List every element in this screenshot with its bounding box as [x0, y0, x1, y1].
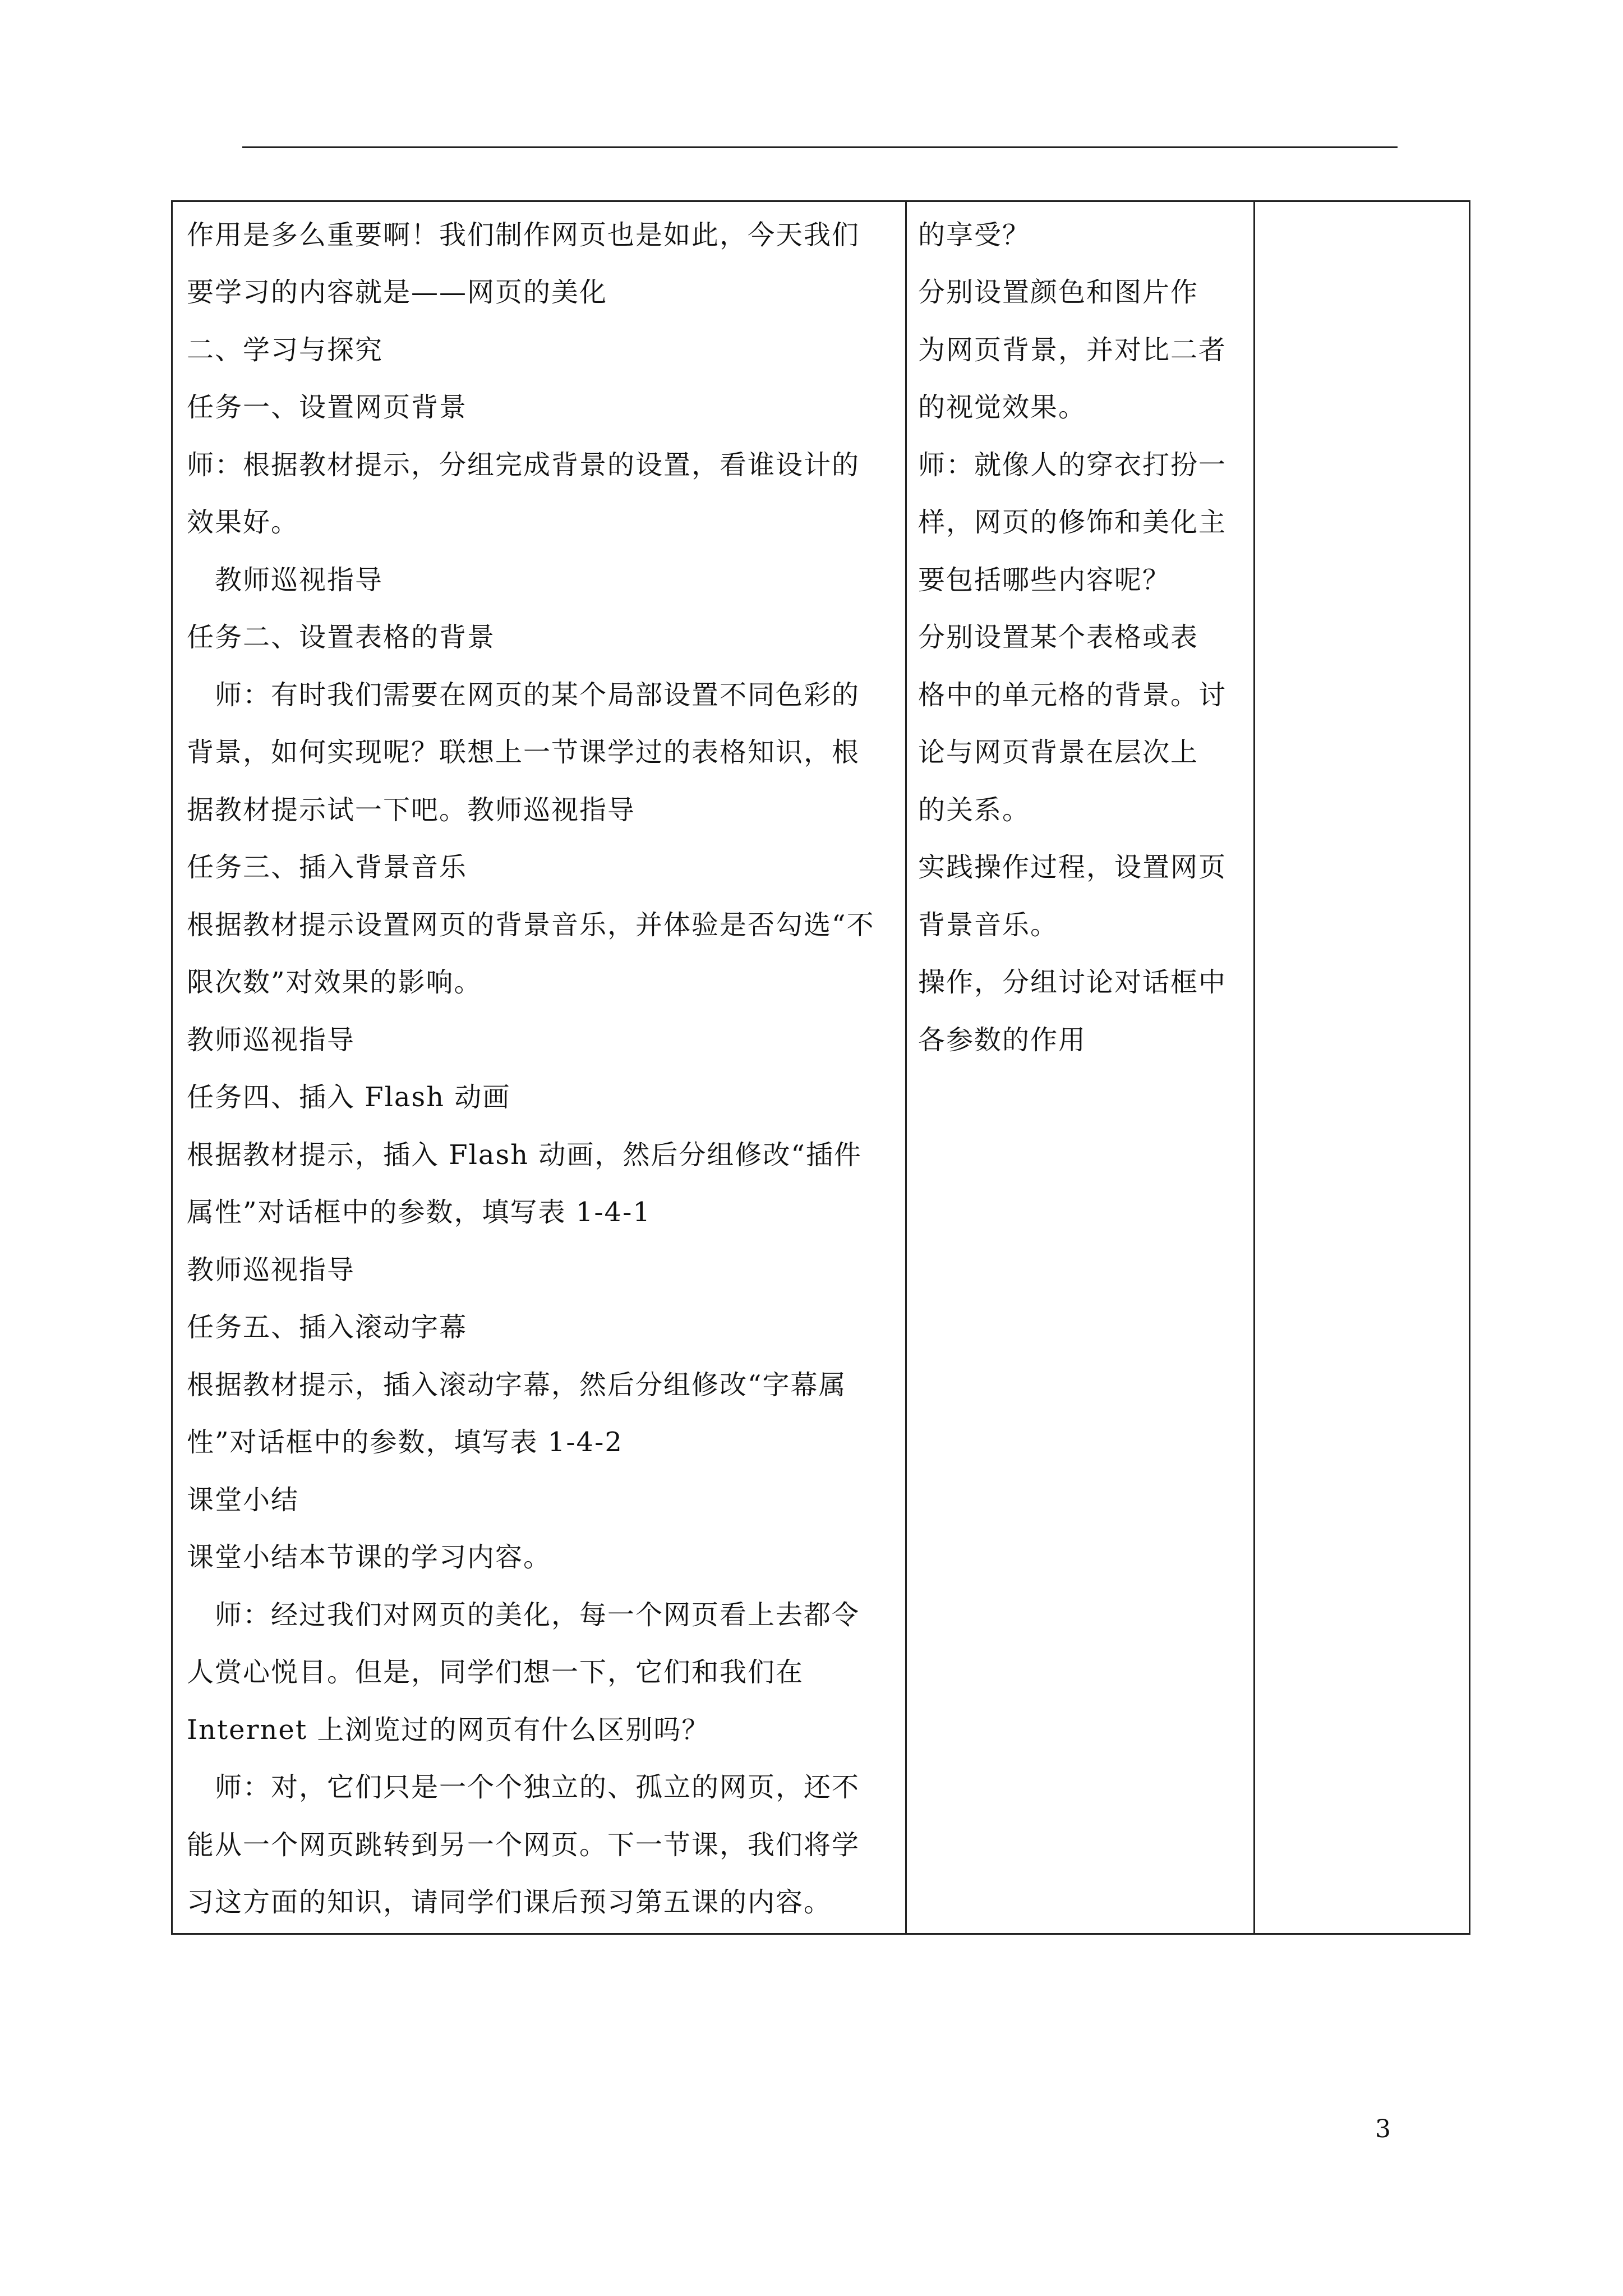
- middle-line: 格中的单元格的背景。讨: [918, 679, 1227, 711]
- left-line: 师：经过我们对网页的美化，每一个网页看上去都令: [187, 1599, 860, 1631]
- task-heading: 任务五、插入滚动字幕: [187, 1312, 468, 1343]
- left-line: 习这方面的知识，请同学们课后预习第五课的内容。: [187, 1887, 832, 1918]
- middle-line: 分别设置某个表格或表: [918, 622, 1199, 653]
- middle-line: 要包括哪些内容呢？: [918, 564, 1171, 596]
- left-line: 据教材提示试一下吧。教师巡视指导: [187, 794, 636, 826]
- left-line: 属性”对话框中的参数，填写表 1-4-1: [187, 1197, 651, 1228]
- left-line: 性”对话框中的参数，填写表 1-4-2: [187, 1427, 623, 1458]
- middle-line: 论与网页背景在层次上: [918, 737, 1199, 768]
- column-divider-1: [905, 202, 907, 1933]
- left-line: 师：有时我们需要在网页的某个局部设置不同色彩的: [187, 679, 860, 711]
- middle-line: 样，网页的修饰和美化主: [918, 507, 1227, 538]
- task-heading: 任务三、插入背景音乐: [187, 852, 468, 883]
- left-line: 效果好。: [187, 507, 299, 538]
- left-line: 根据教材提示设置网页的背景音乐，并体验是否勾选“不: [187, 909, 875, 941]
- left-line: 要学习的内容就是——网页的美化: [187, 277, 608, 308]
- section-heading: 课堂小结: [187, 1484, 299, 1516]
- middle-line: 操作，分组讨论对话框中: [918, 967, 1227, 998]
- task-heading: 任务一、设置网页背景: [187, 392, 468, 423]
- left-line: 教师巡视指导: [187, 1254, 356, 1286]
- middle-line: 的视觉效果。: [918, 392, 1087, 423]
- middle-line: 的关系。: [918, 794, 1031, 826]
- column-divider-2: [1253, 202, 1255, 1933]
- left-line: 师：根据教材提示，分组完成背景的设置，看谁设计的: [187, 449, 860, 481]
- left-line: 作用是多么重要啊！我们制作网页也是如此，今天我们: [187, 219, 860, 251]
- middle-line: 的享受？: [918, 219, 1031, 251]
- left-line: Internet 上浏览过的网页有什么区别吗？: [187, 1714, 710, 1746]
- section-heading: 二、学习与探究: [187, 334, 384, 366]
- left-line: 人赏心悦目。但是，同学们想一下，它们和我们在: [187, 1657, 804, 1688]
- left-line: 教师巡视指导: [187, 1024, 356, 1056]
- middle-line: 各参数的作用: [918, 1024, 1087, 1056]
- middle-line: 师：就像人的穿衣打扮一: [918, 449, 1227, 481]
- left-line: 能从一个网页跳转到另一个网页。下一节课，我们将学: [187, 1829, 860, 1861]
- task-heading: 任务四、插入 Flash 动画: [187, 1082, 511, 1113]
- left-line: 师：对，它们只是一个个独立的、孤立的网页，还不: [187, 1772, 860, 1803]
- left-line: 课堂小结本节课的学习内容。: [187, 1542, 552, 1573]
- page-number: 3: [1375, 2115, 1391, 2143]
- middle-line: 分别设置颜色和图片作: [918, 277, 1199, 308]
- left-line: 根据教材提示，插入 Flash 动画，然后分组修改“插件: [187, 1139, 862, 1171]
- left-line: 根据教材提示，插入滚动字幕，然后分组修改“字幕属: [187, 1369, 847, 1401]
- middle-line: 实践操作过程，设置网页: [918, 852, 1227, 883]
- middle-line: 为网页背景，并对比二者: [918, 334, 1227, 366]
- left-line: 限次数”对效果的影响。: [187, 967, 482, 998]
- middle-line: 背景音乐。: [918, 909, 1059, 941]
- header-rule: [242, 146, 1398, 148]
- left-line: 教师巡视指导: [187, 564, 384, 596]
- task-heading: 任务二、设置表格的背景: [187, 622, 496, 653]
- left-line: 背景，如何实现呢？联想上一节课学过的表格知识，根: [187, 737, 860, 768]
